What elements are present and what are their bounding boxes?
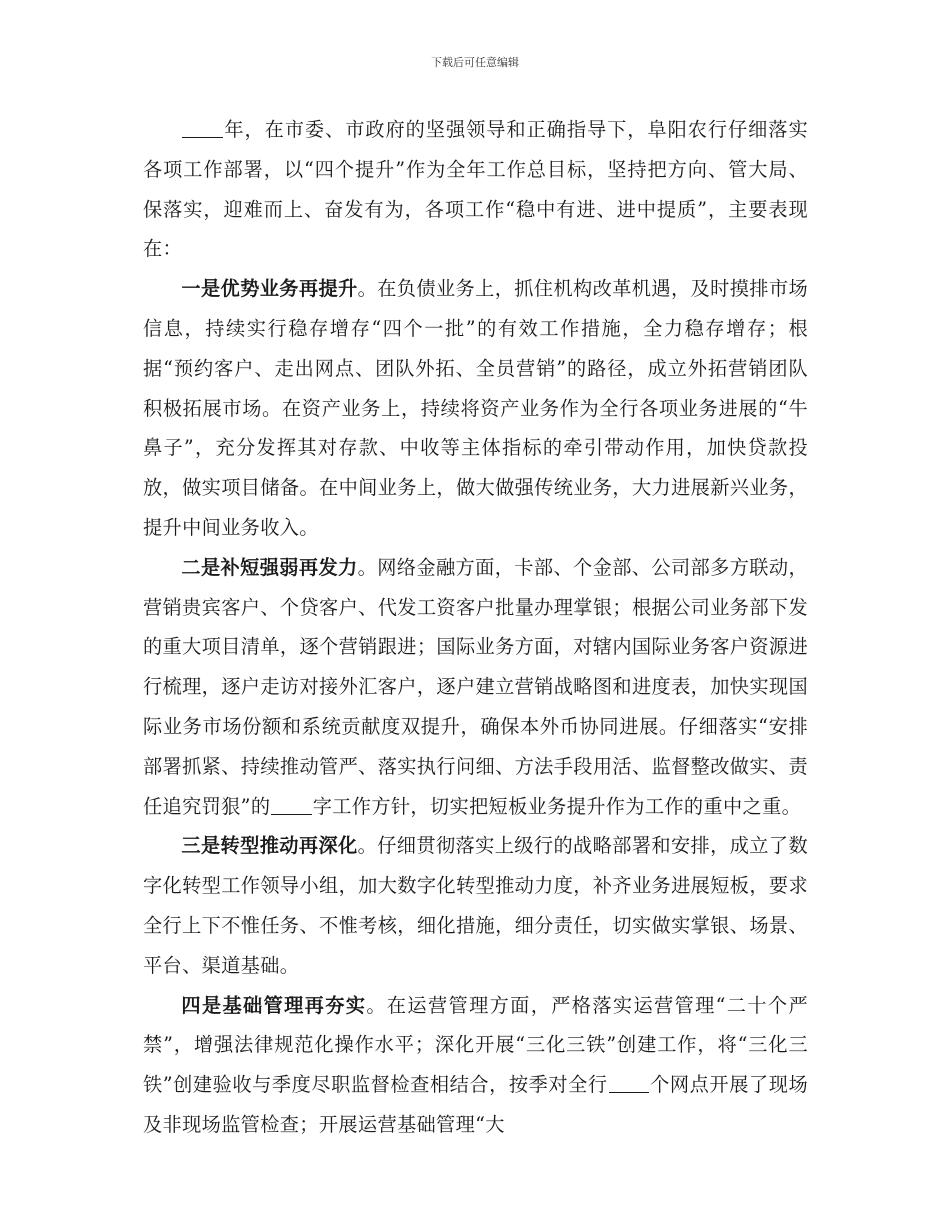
paragraph-text-continued: 个网点开展了现场及非现场监管检查；开展运营基础管理“大 [143, 1073, 808, 1136]
paragraph-heading: 二是补短强弱再发力 [181, 555, 358, 579]
paragraph-heading: 一是优势业务再提升 [181, 277, 358, 301]
blank-field [609, 1073, 649, 1093]
paragraph-basic-management [143, 986, 808, 1145]
paragraph-text-continued: 字工作方针，切实把短板业务提升作为工作的重中之重。 [312, 794, 802, 818]
blank-field [271, 794, 311, 814]
paragraph-text: 。在负债业务上，抓住机构改革机遇，及时摸排市场信息，持续实行稳存增存“四个一批”的有效工作措施，全力稳存增存；根据“预约客户、走出网点、团队外拓、全员营销”的路径，成立外拓营销团队积极拓展市场。在资产业务上，持续将资产业务作为全行各项业务进展的“牛鼻子”，充分发挥其对存款、中收等主体指标的牵引带动作用，加快贷款投放，做实项目储备。在中间业务上，做大做强传统业务，大力进展新兴业务，提升中间业务收入。 [143, 277, 808, 539]
paragraph-transformation [143, 826, 808, 985]
paragraph-text: 。仔细贯彻落实上级行的战略部署和安排，成立了数字化转型工作领导小组，加大数字化转型推动力度，补齐业务进展短板，要求全行上下不惟任务、不惟考核，细化措施，细分责任，切实做实掌银、场景、平台、渠道基础。 [143, 834, 808, 977]
document-body [143, 110, 808, 1145]
paragraph-intro [143, 110, 808, 269]
paragraph-heading: 四是基础管理再夯实 [181, 993, 367, 1017]
paragraph-text: 。网络金融方面，卡部、个金部、公司部多方联动，营销贵宾客户、个贷客户、代发工资客户批量办理掌银；根据公司业务部下发的重大项目清单，逐个营销跟进；国际业务方面，对辖内国际业务客户资源进行梳理，逐户走访对接外汇客户，逐户建立营销战略图和进度表，加快实现国际业务市场份额和系统贡献度双提升，确保本外币协同进展。仔细落实“安排部署抓紧、持续推动管严、落实执行问细、方法手段用活、监督整改做实、责任追究罚狠”的 [143, 555, 808, 818]
paragraph-text: 年，在市委、市政府的坚强领导和正确指导下，阜阳农行仔细落实各项工作部署，以“四个提升”作为全年工作总目标，坚持把方向、管大局、保落实，迎难而上、奋发有为，各项工作“稳中有进、进中提质”，主要表现在： [143, 118, 808, 261]
paragraph-advantage-business [143, 269, 808, 548]
paragraph-shortboard [143, 548, 808, 827]
blank-field [182, 118, 222, 138]
page-header: 下载后可任意编辑 [431, 56, 519, 69]
paragraph-text: 。在运营管理方面，严格落实运营管理“二十个严禁”，增强法律规范化操作水平；深化开展“三化三铁”创建工作，将“三化三铁”创建验收与季度尽职监督检查相结合，按季对全行 [143, 993, 808, 1097]
paragraph-heading: 三是转型推动再深化 [181, 834, 358, 858]
